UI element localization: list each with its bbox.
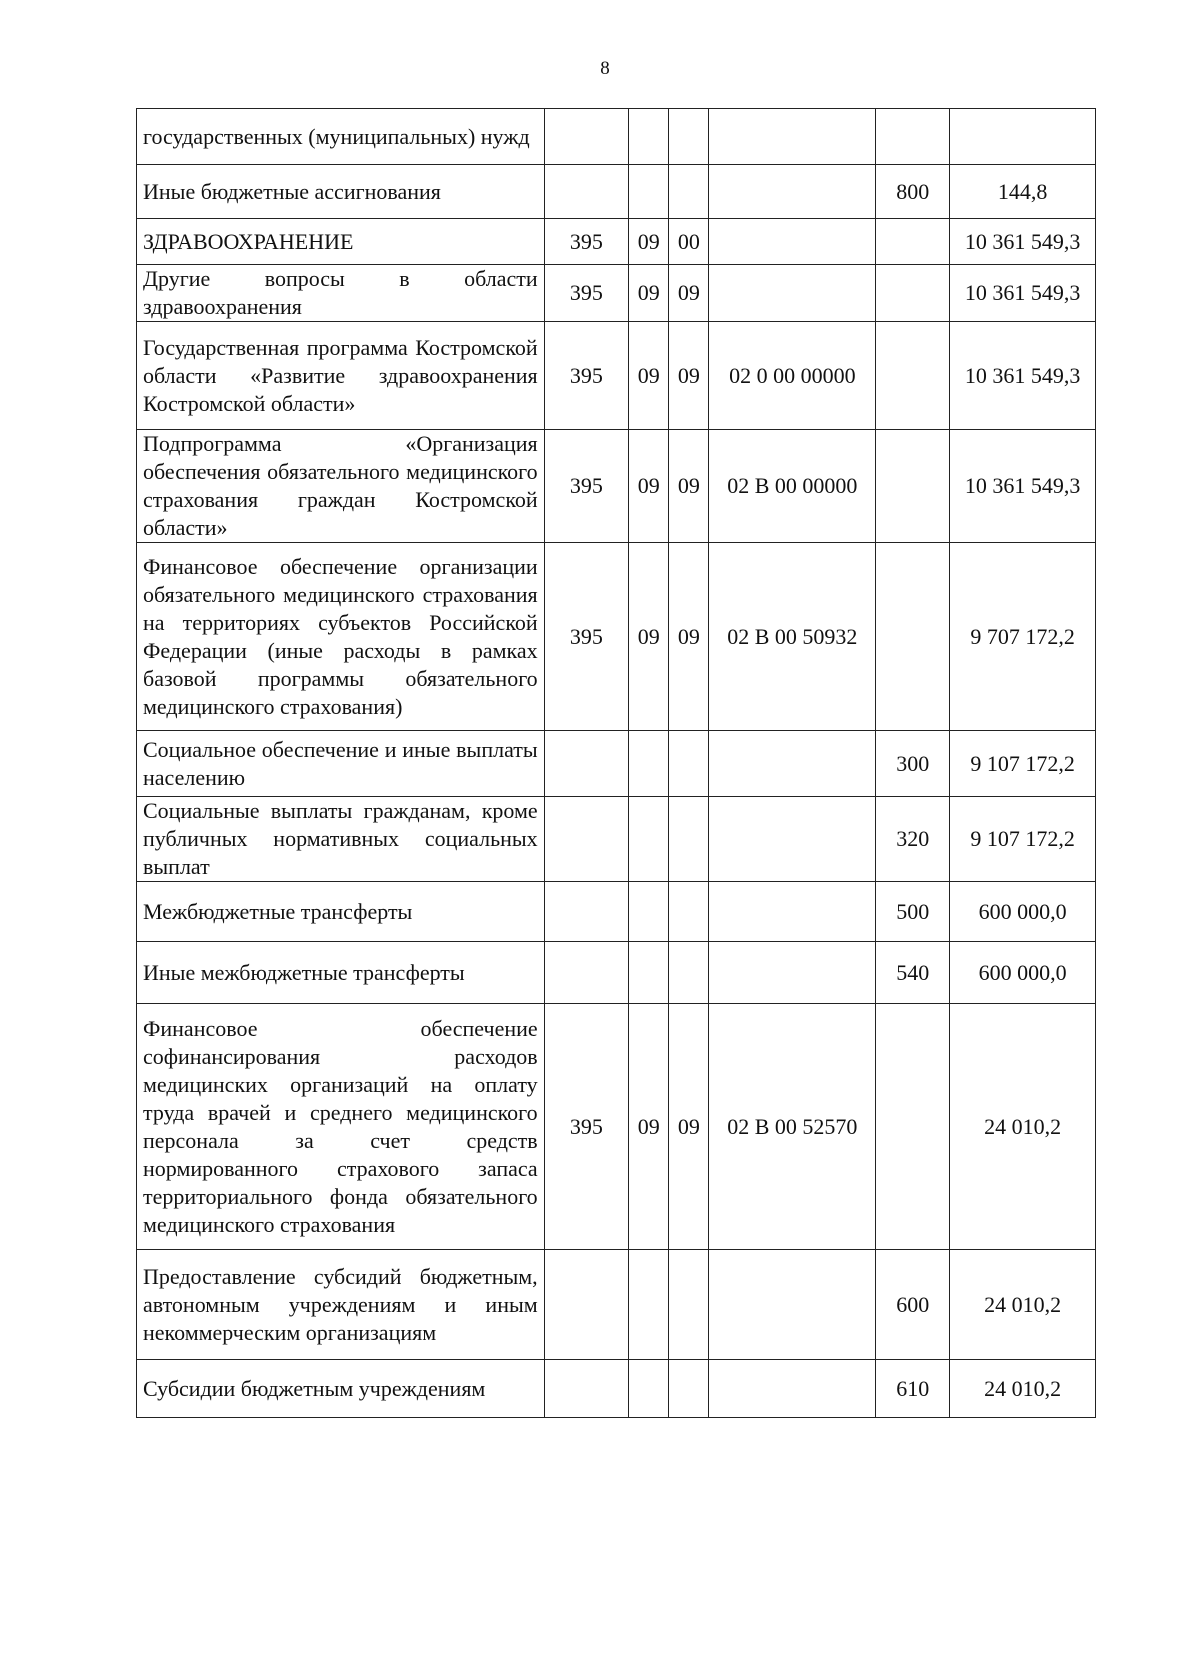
expense-type-cell: 610 [876, 1360, 950, 1418]
subsection-code-cell [669, 731, 709, 797]
subsection-code-cell [669, 1360, 709, 1418]
subsection-code-cell [669, 942, 709, 1004]
subsection-code-cell [669, 797, 709, 882]
table-row [137, 430, 1096, 543]
ministry-code-cell [544, 109, 628, 165]
row-name-cell: Иные межбюджетные трансферты [137, 942, 545, 1004]
subsection-code-cell [669, 165, 709, 219]
table-row [137, 165, 1096, 219]
row-name-cell: государственных (муниципальных) нужд [137, 109, 545, 165]
subsection-code-cell: 00 [669, 219, 709, 265]
section-code-cell [629, 165, 669, 219]
subsection-code-cell [669, 882, 709, 942]
table-row [137, 1250, 1096, 1360]
section-code-cell: 09 [629, 430, 669, 543]
amount-cell: 24 010,2 [950, 1360, 1096, 1418]
target-article-cell [709, 882, 876, 942]
expense-type-cell [876, 109, 950, 165]
amount-cell: 144,8 [950, 165, 1096, 219]
amount-cell: 10 361 549,3 [950, 265, 1096, 322]
section-code-cell [629, 797, 669, 882]
expense-type-cell [876, 219, 950, 265]
section-code-cell [629, 942, 669, 1004]
row-name-cell: Иные бюджетные ассигнования [137, 165, 545, 219]
expense-type-cell [876, 322, 950, 430]
target-article-cell: 02 В 00 52570 [709, 1004, 876, 1250]
table-row [137, 109, 1096, 165]
expense-type-cell: 500 [876, 882, 950, 942]
target-article-cell [709, 1250, 876, 1360]
section-code-cell [629, 882, 669, 942]
expense-type-cell [876, 430, 950, 543]
subsection-code-cell: 09 [669, 265, 709, 322]
target-article-cell [709, 219, 876, 265]
expense-type-cell: 320 [876, 797, 950, 882]
expense-type-cell: 800 [876, 165, 950, 219]
section-code-cell: 09 [629, 543, 669, 731]
target-article-cell [709, 265, 876, 322]
section-code-cell [629, 109, 669, 165]
row-name-cell: Социальное обеспечение и иные выплаты населению [137, 731, 545, 797]
target-article-cell [709, 797, 876, 882]
subsection-code-cell [669, 1250, 709, 1360]
table-row [137, 1004, 1096, 1250]
row-name-cell: Финансовое обеспечение организации обязательного медицинского страхования на территориях субъектов Российской Федерации (иные расходы в рамках базовой программы обязательного медицинского страхования) [137, 543, 545, 731]
ministry-code-cell [544, 1250, 628, 1360]
ministry-code-cell [544, 942, 628, 1004]
subsection-code-cell [669, 109, 709, 165]
amount-cell: 9 107 172,2 [950, 797, 1096, 882]
subsection-code-cell: 09 [669, 1004, 709, 1250]
target-article-cell [709, 109, 876, 165]
ministry-code-cell: 395 [544, 219, 628, 265]
ministry-code-cell: 395 [544, 543, 628, 731]
ministry-code-cell: 395 [544, 1004, 628, 1250]
amount-cell: 9 707 172,2 [950, 543, 1096, 731]
table-row [137, 882, 1096, 942]
expense-type-cell [876, 543, 950, 731]
target-article-cell [709, 942, 876, 1004]
budget-table [136, 108, 1096, 1418]
ministry-code-cell: 395 [544, 322, 628, 430]
expense-type-cell [876, 265, 950, 322]
ministry-code-cell [544, 1360, 628, 1418]
expense-type-cell: 300 [876, 731, 950, 797]
subsection-code-cell: 09 [669, 430, 709, 543]
target-article-cell: 02 В 00 00000 [709, 430, 876, 543]
row-name-cell: Социальные выплаты гражданам, кроме публичных нормативных социальных выплат [137, 797, 545, 882]
amount-cell: 9 107 172,2 [950, 731, 1096, 797]
target-article-cell: 02 В 00 50932 [709, 543, 876, 731]
subsection-code-cell: 09 [669, 322, 709, 430]
table-row [137, 1360, 1096, 1418]
table-row [137, 265, 1096, 322]
table-row [137, 731, 1096, 797]
target-article-cell [709, 1360, 876, 1418]
row-name-cell: Межбюджетные трансферты [137, 882, 545, 942]
ministry-code-cell [544, 165, 628, 219]
ministry-code-cell: 395 [544, 430, 628, 543]
section-code-cell: 09 [629, 322, 669, 430]
section-code-cell [629, 731, 669, 797]
amount-cell: 10 361 549,3 [950, 430, 1096, 543]
amount-cell [950, 109, 1096, 165]
subsection-code-cell: 09 [669, 543, 709, 731]
page-number: 8 [600, 58, 610, 79]
target-article-cell [709, 731, 876, 797]
row-name-cell: Субсидии бюджетным учреждениям [137, 1360, 545, 1418]
section-code-cell: 09 [629, 219, 669, 265]
row-name-cell: Другие вопросы в области здравоохранения [137, 265, 545, 322]
ministry-code-cell: 395 [544, 265, 628, 322]
target-article-cell [709, 165, 876, 219]
ministry-code-cell [544, 797, 628, 882]
amount-cell: 24 010,2 [950, 1004, 1096, 1250]
table-row [137, 219, 1096, 265]
table-row [137, 322, 1096, 430]
table-row [137, 942, 1096, 1004]
section-code-cell [629, 1360, 669, 1418]
row-name-cell: Предоставление субсидий бюджетным, автономным учреждениям и иным некоммерческим организациям [137, 1250, 545, 1360]
amount-cell: 600 000,0 [950, 942, 1096, 1004]
expense-type-cell: 540 [876, 942, 950, 1004]
row-name-cell: Подпрограмма «Организация обеспечения обязательного медицинского страхования граждан Костромской области» [137, 430, 545, 543]
section-code-cell [629, 1250, 669, 1360]
row-name-cell: Государственная программа Костромской области «Развитие здравоохранения Костромской области» [137, 322, 545, 430]
section-code-cell: 09 [629, 1004, 669, 1250]
table-row [137, 543, 1096, 731]
amount-cell: 600 000,0 [950, 882, 1096, 942]
table-row [137, 797, 1096, 882]
section-code-cell: 09 [629, 265, 669, 322]
row-name-cell: Финансовое обеспечение софинансирования расходов медицинских организаций на оплату труда врачей и среднего медицинского персонала за счет средств нормированного страхового запаса территориального фонда обязательного медицинского страхования [137, 1004, 545, 1250]
expense-type-cell: 600 [876, 1250, 950, 1360]
ministry-code-cell [544, 731, 628, 797]
row-name-cell: ЗДРАВООХРАНЕНИЕ [137, 219, 545, 265]
ministry-code-cell [544, 882, 628, 942]
amount-cell: 24 010,2 [950, 1250, 1096, 1360]
amount-cell: 10 361 549,3 [950, 322, 1096, 430]
target-article-cell: 02 0 00 00000 [709, 322, 876, 430]
amount-cell: 10 361 549,3 [950, 219, 1096, 265]
expense-type-cell [876, 1004, 950, 1250]
